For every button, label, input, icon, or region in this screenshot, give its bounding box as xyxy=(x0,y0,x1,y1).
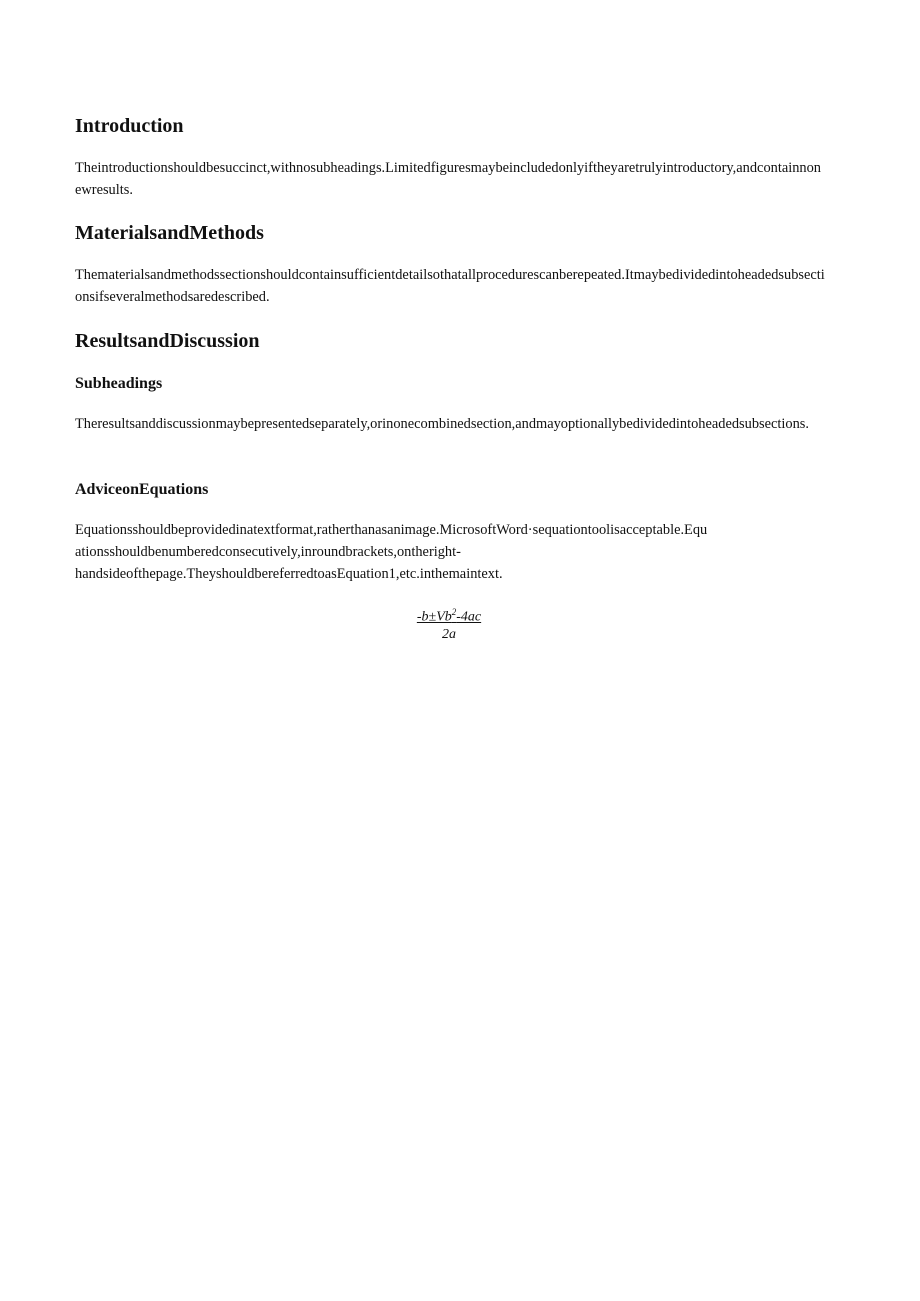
equation-numerator-pre: -b±Vb xyxy=(416,609,452,625)
introduction-text: Theintroductionshouldbesuccinct,withnosubheadings.Limitedfiguresmaybeincludedonlyiftheyaretrulyintroductory,andcontainnonewresults. xyxy=(75,160,821,198)
results-heading: ResultsandDiscussion xyxy=(75,330,260,352)
subheadings-heading: Subheadings xyxy=(75,375,163,392)
subheadings-text: Theresultsanddiscussionmaybepresentedseparately,orinonecombinedsection,andmayoptionallybedividedintoheadedsubsections. xyxy=(75,416,809,432)
equations-text-line-3: handsideofthepage.TheyshouldbereferredtoasEquation1,etc.inthemaintext. xyxy=(75,566,503,582)
quadratic-equation xyxy=(411,604,487,643)
materials-text: Thematerialsandmethodssectionshouldcontainsufficientdetailsothatallprocedurescanberepeated.Itmaybedividedintoheadedsubsectionsifseveralmethodsaredescribed. xyxy=(75,267,825,305)
equations-heading: AdviceonEquations xyxy=(75,481,209,498)
equations-text-line-2: ationsshouldbenumberedconsecutively,inroundbrackets,ontheright- xyxy=(75,544,461,560)
equations-text-line-1: Equationsshouldbeprovidedinatextformat,ratherthanasanimage.MicrosoftWord·sequationtoolisacceptable.Equ xyxy=(75,522,708,538)
introduction-heading: Introduction xyxy=(75,115,184,137)
equations-text xyxy=(75,519,827,585)
materials-heading: MaterialsandMethods xyxy=(75,222,264,244)
equation-numerator xyxy=(411,604,487,626)
equation-denominator: 2a xyxy=(442,626,456,642)
equation-numerator-post: -4ac xyxy=(456,609,482,625)
equation-exponent: 2 xyxy=(451,607,457,617)
